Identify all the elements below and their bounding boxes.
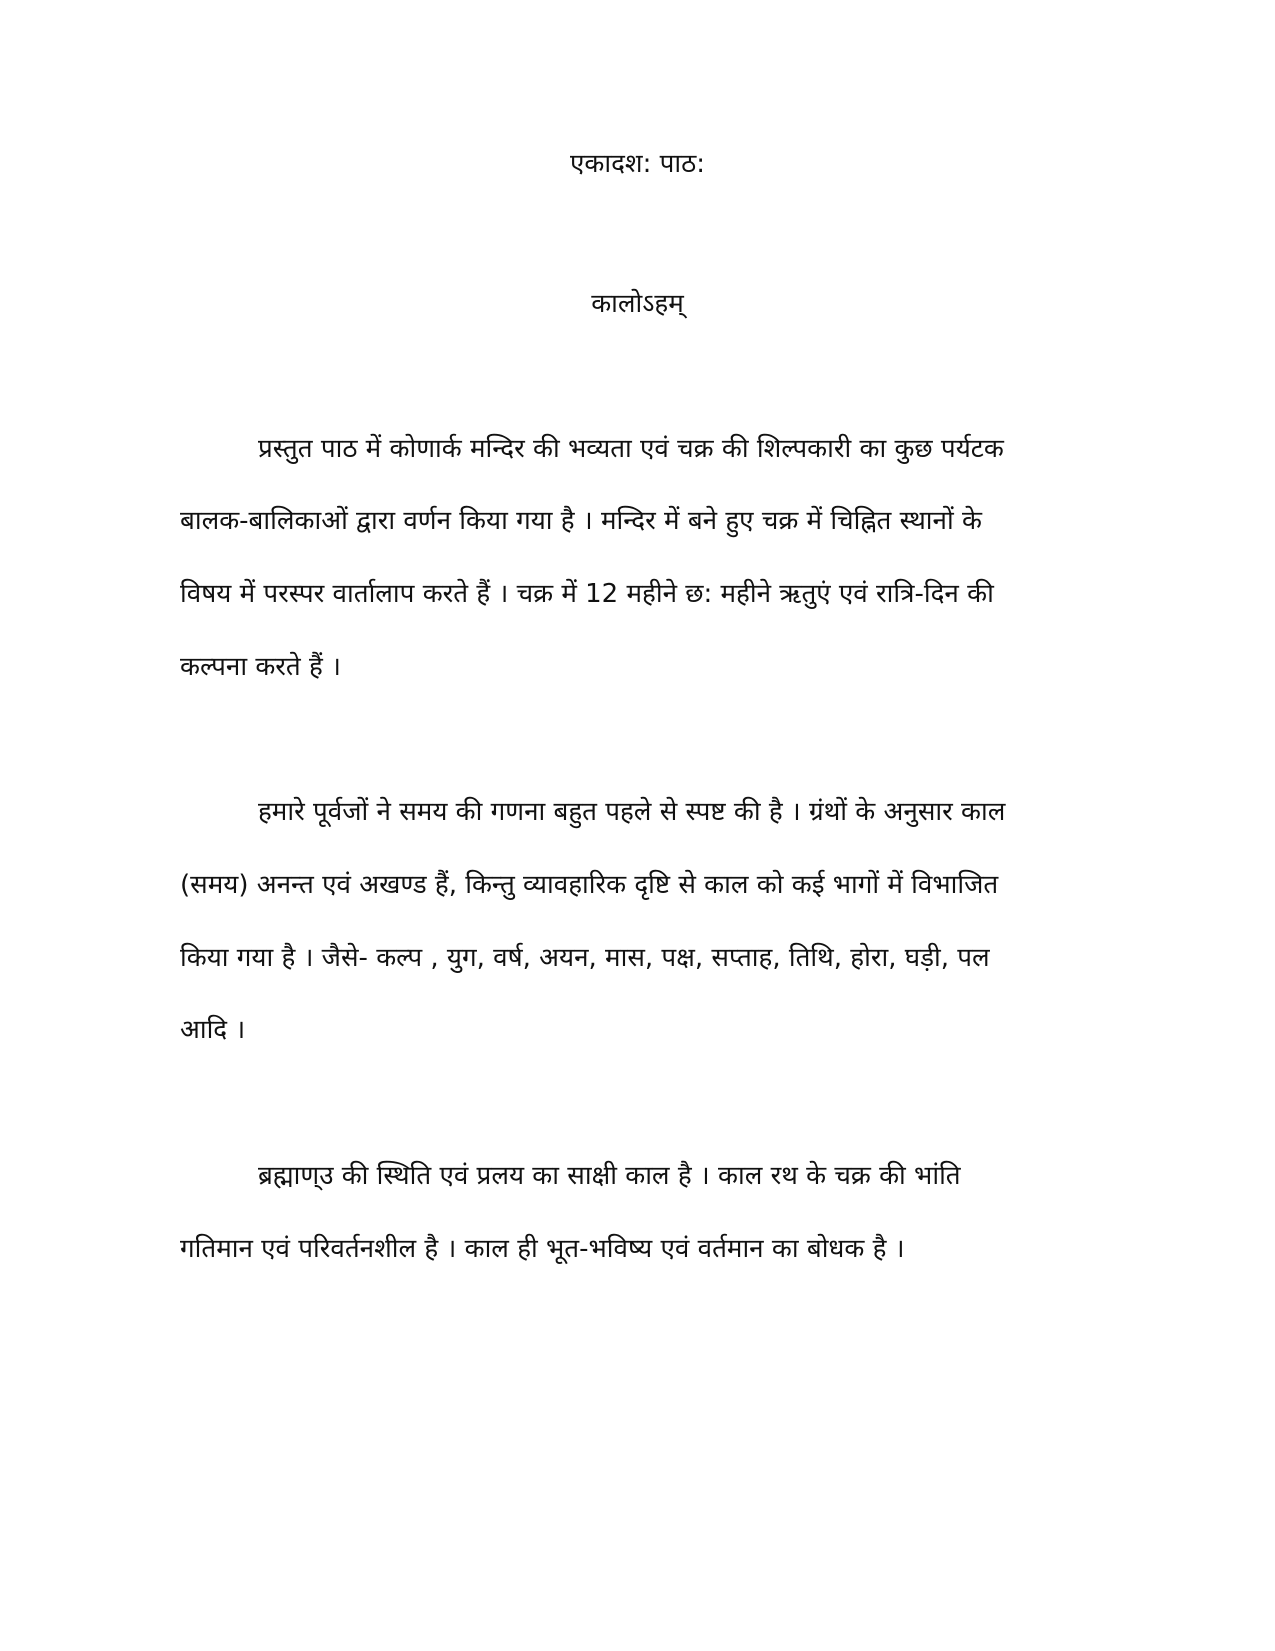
paragraph-line: कल्पना करते हैं । [180,652,341,682]
paragraph-line: प्रस्तुत पाठ में कोणार्क मन्दिर की भव्यता एवं चक्र की शिल्पकारी का कुछ पर्यटक [258,434,1004,464]
paragraph-line: गतिमान एवं परिवर्तनशील है । काल ही भूत-भविष्य एवं वर्तमान का बोधक है । [180,1234,905,1264]
paragraph-line: (समय) अनन्त एवं अखण्ड हैं, किन्तु व्यावहारिक दृष्टि से काल को कई भागों में विभाजित [180,870,999,900]
paragraph-line: आदि । [180,1015,246,1045]
paragraph-line: विषय में परस्पर वार्तालाप करते हैं । चक्र में 12 महीने छ: महीने ऋतुएं एवं रात्रि-दिन की [180,579,994,609]
lesson-number-heading: एकादश: पाठ: [570,149,705,179]
paragraph-line: ब्रह्माण्उ की स्थिति एवं प्रलय का साक्षी काल है । काल रथ के चक्र की भांति [258,1161,961,1191]
paragraph-line: बालक-बालिकाओं द्वारा वर्णन किया गया है । मन्दिर में बने हुए चक्र में चिह्नित स्थानों के [180,506,982,536]
lesson-title: कालोऽहम् [591,289,684,319]
paragraph-line: किया गया है । जैसे- कल्प , युग, वर्ष, अयन, मास, पक्ष, सप्ताह, तिथि, होरा, घड़ी, पल [180,943,990,973]
paragraph-line: हमारे पूर्वजों ने समय की गणना बहुत पहले से स्पष्ट की है । ग्रंथों के अनुसार काल [258,797,1006,827]
